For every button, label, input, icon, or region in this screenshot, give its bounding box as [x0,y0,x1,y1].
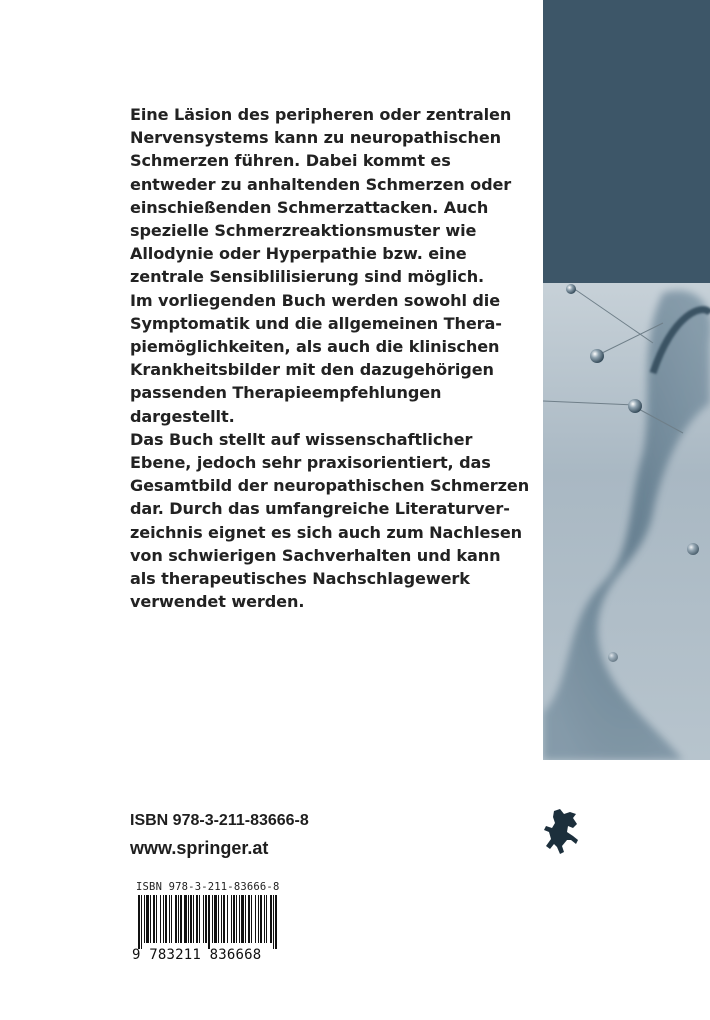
blurb-line: von schwierigen Sachverhalten und kann [130,545,501,565]
blurb-line: zeichnis eignet es sich auch zum Nachlesen [130,522,522,542]
isbn-barcode [128,881,288,963]
blurb-line: verwendet werden. [130,592,305,612]
blurb-line: dar. Durch das umfangreiche Literaturver- [130,499,510,519]
blurb-line: piemöglichkeiten, als auch die klinischen [130,337,500,357]
cover-photo-pins [543,283,710,760]
blurb-line: Ebene, jedoch sehr praxisorientiert, das [130,453,491,473]
blurb-line: Krankheitsbilder mit den dazugehörigen [130,360,494,380]
blurb-line: Allodynie oder Hyperpathie bzw. eine [130,244,467,264]
isbn-text: ISBN 978-3-211-83666-8 [130,812,309,829]
blurb-line: Gesamtbild der neuropathischen Schmerzen [130,476,530,496]
barcode-digits: 9 783211 836668 [132,947,262,963]
blurb-line: spezielle Schmerzreaktionsmuster wie [130,221,477,241]
back-cover-blurb [130,103,530,613]
publisher-website: www.springer.at [130,838,269,858]
cover-color-band [543,0,710,283]
barcode-bars [128,895,280,949]
blurb-line: als therapeutisches Nachschlagewerk [130,569,470,589]
blurb-line: zentrale Sensiblilisierung sind möglich. [130,267,485,287]
blurb-line: Im vorliegenden Buch werden sowohl die [130,290,501,310]
blurb-line: Schmerzen führen. Dabei kommt es [130,151,451,171]
barcode-label: ISBN 978-3-211-83666-8 [136,881,280,893]
blurb-line: Nervensystems kann zu neuropathischen [130,128,502,148]
blurb-line: Symptomatik und die allgemeinen Thera- [130,313,502,333]
blurb-line: Eine Läsion des peripheren oder zentralen [130,105,512,124]
springer-horse-logo-icon [540,806,586,858]
blurb-line: Das Buch stellt auf wissenschaftlicher [130,429,473,449]
blurb-line: entweder zu anhaltenden Schmerzen oder [130,174,512,194]
blurb-line: dargestellt. [130,406,235,426]
blurb-line: passenden Therapieempfehlungen [130,383,442,403]
blurb-line: einschießenden Schmerzattacken. Auch [130,197,489,217]
